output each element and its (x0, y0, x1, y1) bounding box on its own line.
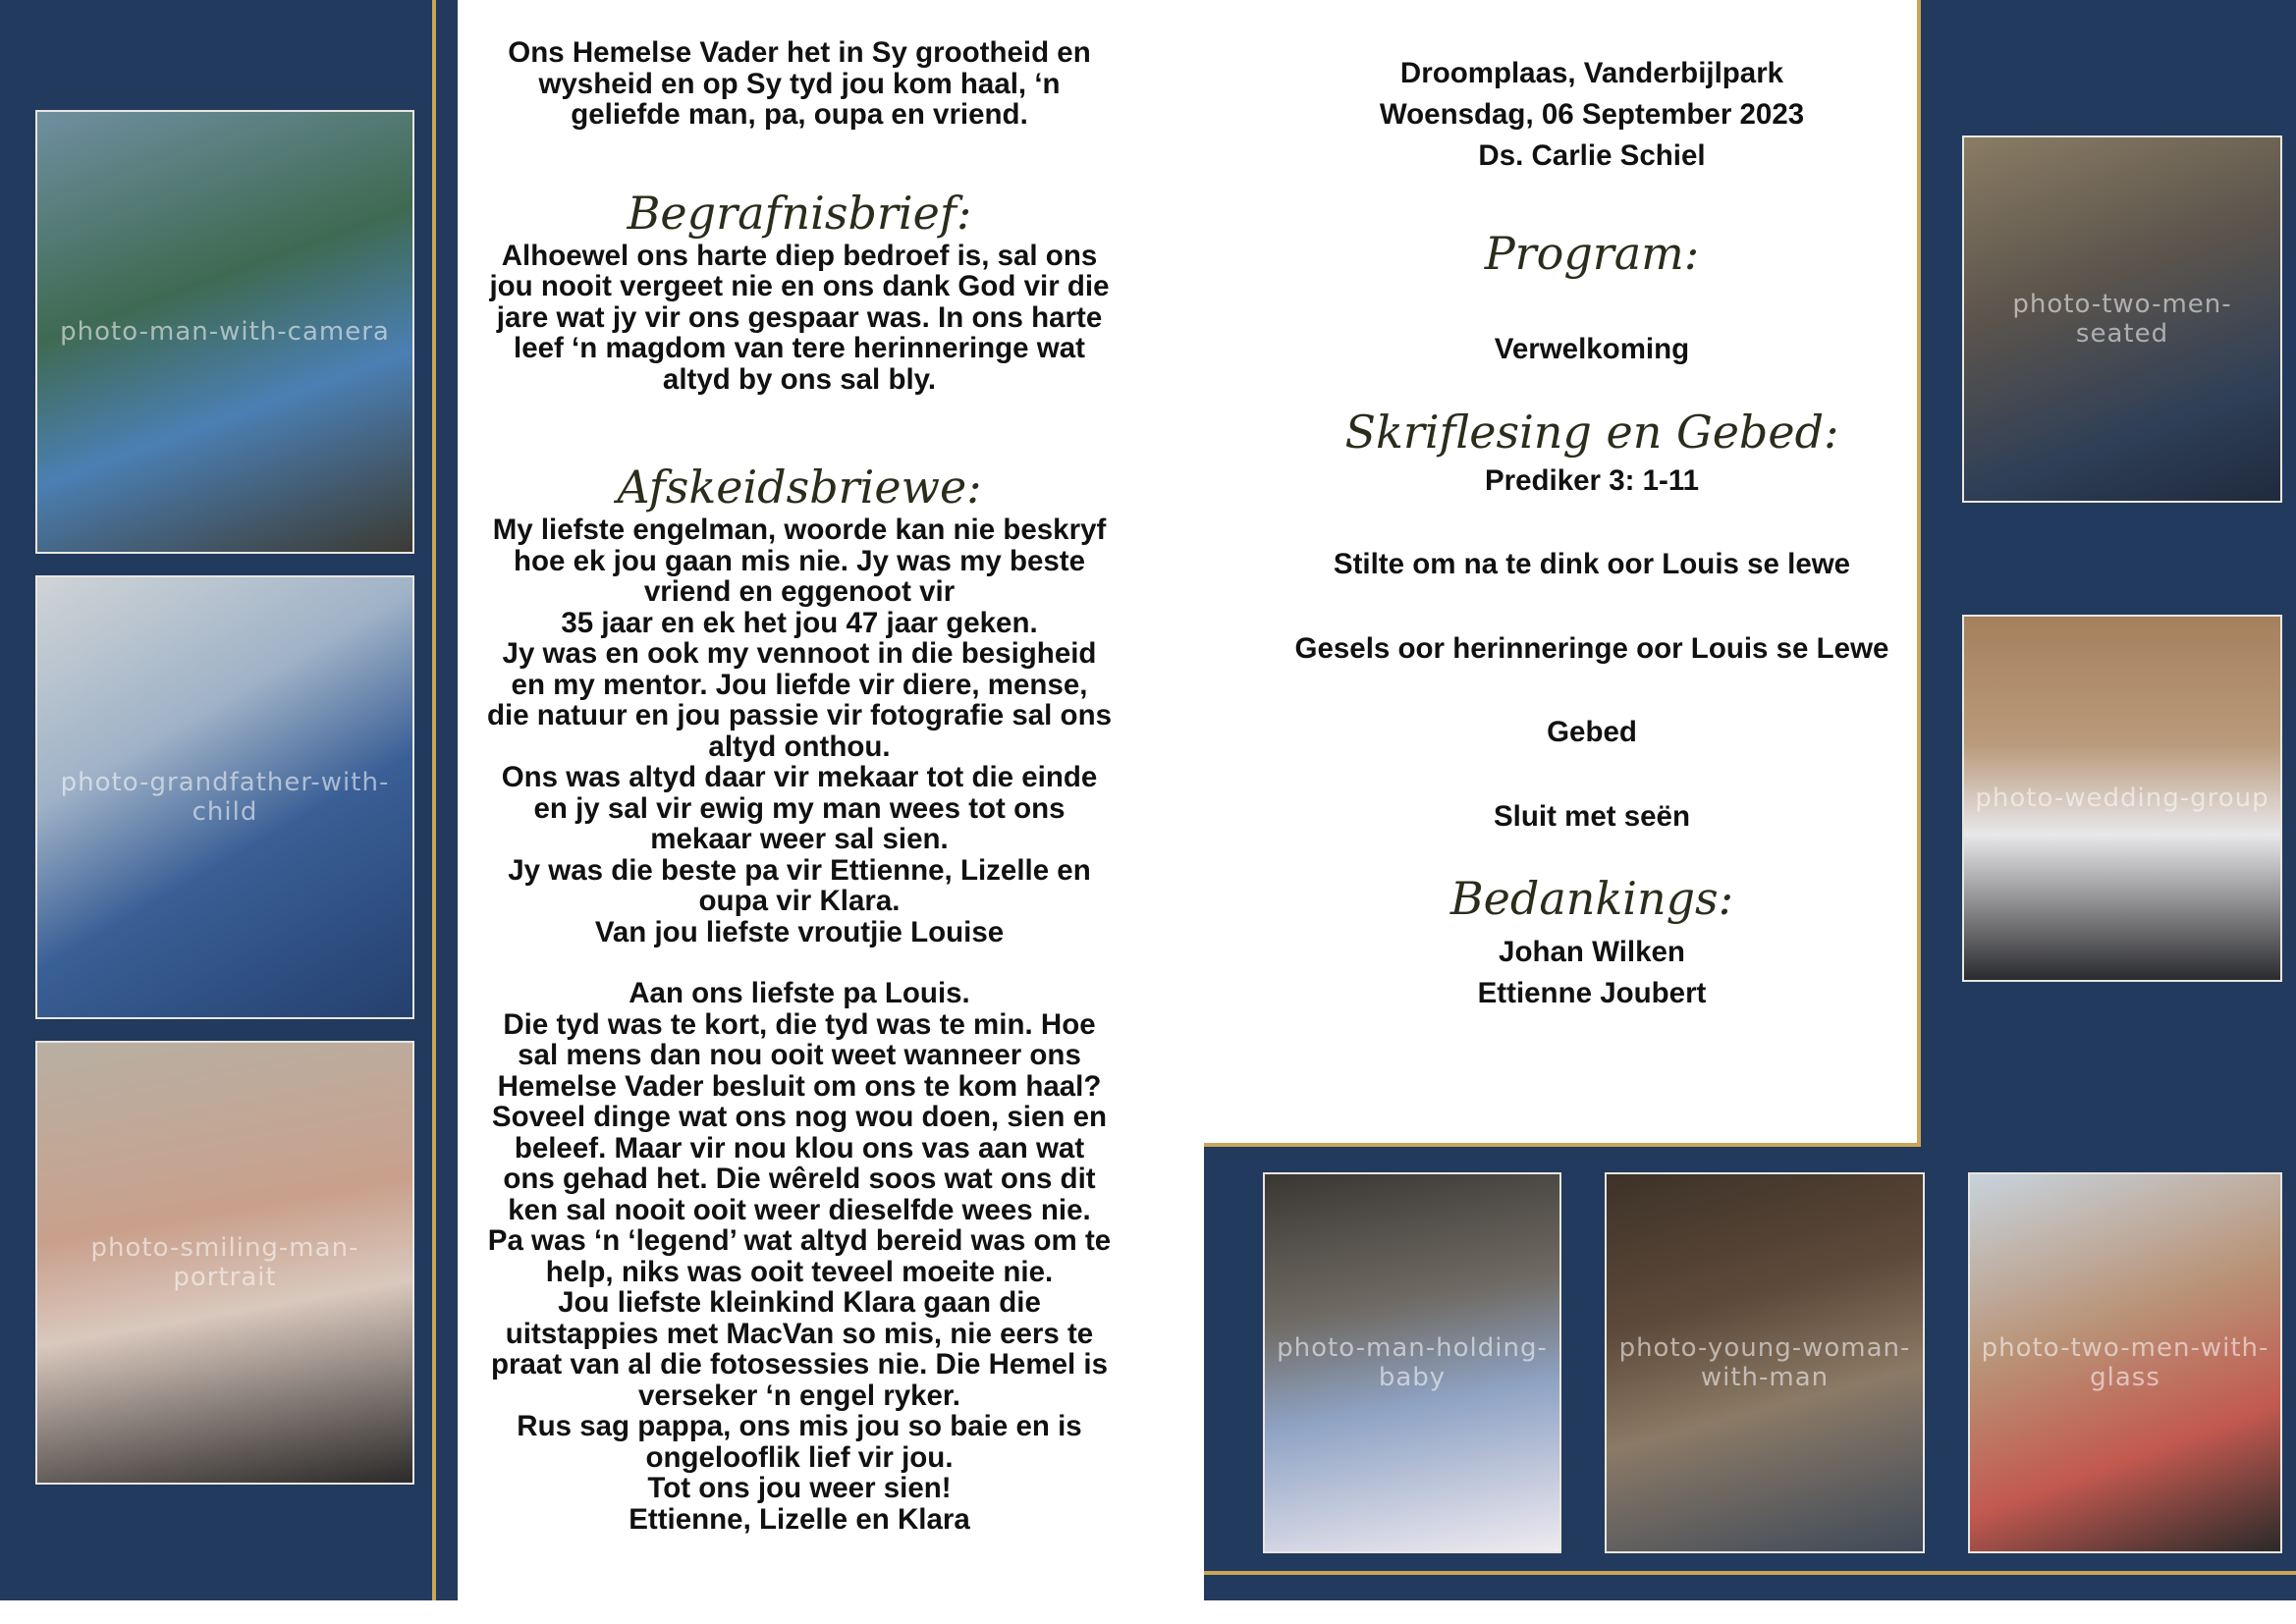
photo-caption: photo-man-holding-baby (1277, 1333, 1548, 1392)
photo-grandfather-with-child (35, 575, 414, 1019)
venue-text: Droomplaas, Vanderbijlpark (1399, 57, 1784, 89)
photo-caption: photo-smiling-man-portrait (90, 1233, 359, 1292)
tribute-column (462, 37, 1137, 1535)
item-memories: Gesels oor herinneringe oor Louis se Lewe (1294, 631, 1889, 665)
photo-man-holding-baby (1263, 1172, 1561, 1553)
letter-from-children: Aan ons liefste pa Louis. Die tyd was te kort, die tyd was te min. Hoe sal mens dan nou ooit weet wanneer ons Hemelse Vader besluit om ons te kom haal? Soveel dinge wat ons nog wou doen, sien en beleef. Maar vir nou klou ons vas aan wat ons gehad het. Die wêreld soos wat ons dit ken sal nooit ooit weer dieselfde wees nie. Pa was ‘n ‘legend’ wat altyd bereid was om te help, niks was ooit teveel moeite nie. Jou liefste kleinkind Klara gaan die uitstappies met MacVan so mis, nie eers te praat van al die fotosessies nie. Die Hemel is verseker ‘n engel ryker. Rus sag pappa, ons mis jou so baie en is ongelooflik lief vir jou. Tot ons jou weer sien! Ettienne, Lizelle en Klara (487, 977, 1112, 1536)
heading-bedankings: Bedankings: (1449, 872, 1734, 925)
photo-caption: photo-two-men-seated (2012, 290, 2232, 349)
photo-two-men-with-glass (1968, 1172, 2282, 1553)
paragraph-begrafnisbrief: Alhoewel ons harte diep bedroef is, sal ons jou nooit vergeet nie en ons dank God vir die jare wat jy vir ons gespaar was. In ons harte leef ‘n magdom van tere herinneringe wat altyd by ons sal bly. (489, 239, 1110, 396)
heading-afskeidsbriewe: Afskeidsbriewe: (617, 460, 982, 514)
photo-young-woman-with-man (1605, 1172, 1925, 1553)
photo-caption: photo-man-with-camera (60, 317, 390, 347)
photo-caption: photo-two-men-with-glass (1981, 1333, 2269, 1392)
program-panel (1204, 53, 1980, 1014)
item-welcome: Verwelkoming (1494, 333, 1690, 365)
heading-skriflesing: Skriflesing en Gebed: (1344, 405, 1839, 459)
photo-caption: photo-young-woman-with-man (1618, 1333, 1911, 1392)
item-silence: Stilte om na te dink oor Louis se lewe (1333, 548, 1851, 580)
date-text: Woensdag, 06 September 2023 (1379, 98, 1805, 131)
item-reading: Prediker 3: 1-11 (1484, 463, 1700, 497)
heading-begrafnisbrief: Begrafnisbrief: (627, 186, 972, 240)
heading-program: Program: (1484, 227, 1700, 280)
photo-wedding-group (1962, 615, 2282, 982)
item-close: Sluit met seën (1493, 799, 1690, 833)
bottom-navy-band-edge (1204, 1575, 2296, 1600)
letter-from-wife: My liefste engelman, woorde kan nie beskryf hoe ek jou gaan mis nie. Jy was my beste vriend en eggenoot vir 35 jaar en ek het jou 47 jaar geken. Jy was en ook my vennoot in die besigheid en my mentor. Jou liefde vir diere, mense, die natuur en jou passie vir fotografie sal ons altyd onthou. Ons was altyd daar vir mekaar tot die einde en jy sal vir ewig my man wees tot ons mekaar weer sal sien. Jy was die beste pa vir Ettienne, Lizelle en oupa vir Klara. Van jou liefste vroutjie Louise (486, 514, 1113, 948)
thanks-name-1: Johan Wilken (1499, 936, 1685, 968)
left-inner-strip (436, 0, 458, 1600)
photo-smiling-man-portrait (35, 1041, 414, 1485)
minister-text: Ds. Carlie Schiel (1478, 139, 1706, 172)
photo-two-men-seated (1962, 135, 2282, 503)
item-prayer: Gebed (1547, 716, 1637, 748)
intro-text: Ons Hemelse Vader het in Sy grootheid en wysheid en op Sy tyd jou kom haal, ‘n geliefde man, pa, oupa en vriend. (508, 36, 1091, 131)
photo-caption: photo-grandfather-with-child (60, 768, 390, 827)
thanks-name-2: Ettienne Joubert (1477, 977, 1707, 1009)
photo-caption: photo-wedding-group (1975, 784, 2269, 813)
photo-man-with-camera (35, 110, 414, 554)
